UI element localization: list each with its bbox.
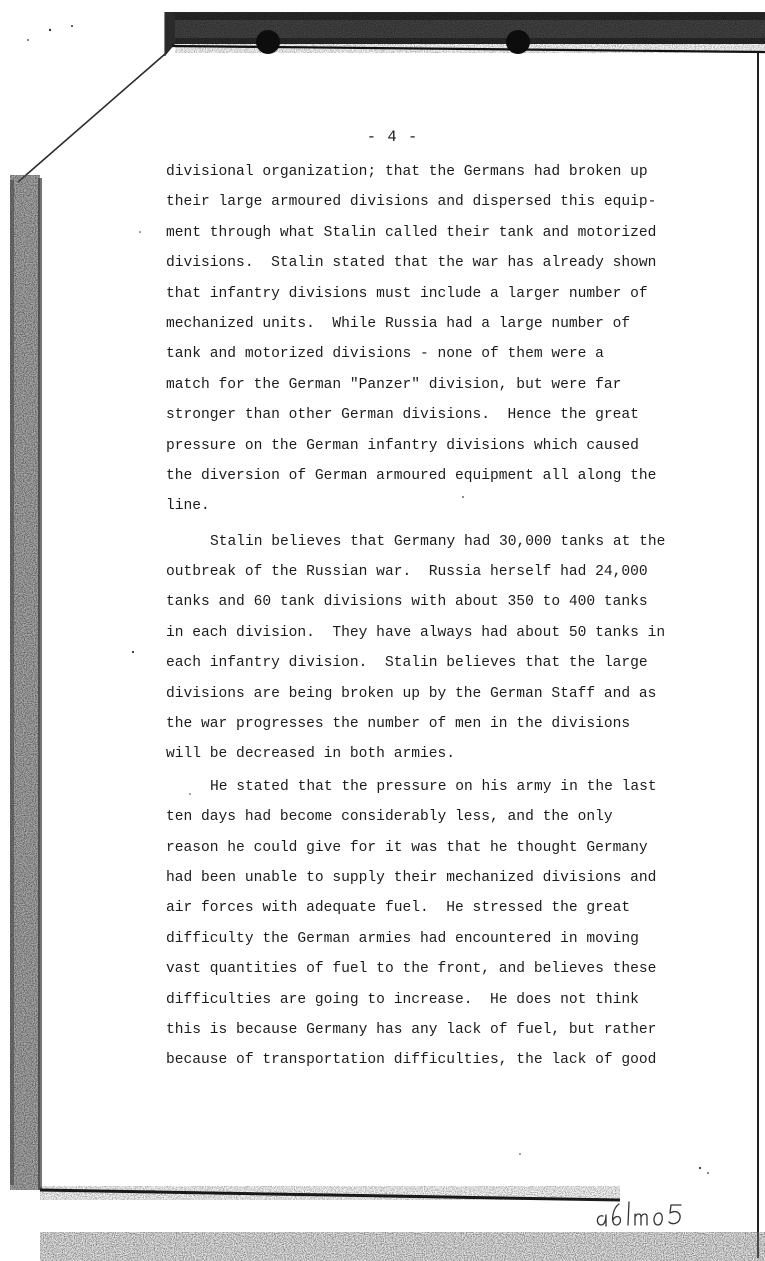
left-border [10,175,42,1190]
text-line: will be decreased in both armies. [166,746,456,763]
text-line: match for the German "Panzer" division, but were far [166,376,622,393]
text-line: each infantry division. Stalin believes that the large [166,655,648,672]
document-body [166,157,696,1076]
text-line: the diversion of German armoured equipment all along the [166,467,657,484]
text-line: reason he could give for it was that he thought Germany [166,839,648,856]
text-line: line. [166,498,210,515]
text-line: tanks and 60 tank divisions with about 350 to 400 tanks [166,594,648,611]
paragraph-3 [166,772,696,1076]
text-line: tank and motorized divisions - none of them were a [166,346,604,363]
text-line: stronger than other German divisions. Hence the great [166,407,639,424]
text-line: divisions. Stalin stated that the war has already shown [166,255,657,272]
text-line: Stalin believes that Germany had 30,000 tanks at the [210,533,666,550]
text-line: mechanized units. While Russia had a large number of [166,315,631,332]
text-line: divisional organization; that the Germans had broken up [166,164,648,180]
text-line: this is because Germany has any lack of fuel, but rather [166,1021,657,1038]
fold-line [18,54,165,182]
page-number: - 4 - [366,128,419,146]
text-line: vast quantities of fuel to the front, and believes these [166,961,657,978]
text-line: He stated that the pressure on his army in the last [210,778,657,795]
punch-hole-left [256,30,280,54]
text-line: difficulties are going to increase. He does not think [166,991,639,1008]
text-line: outbreak of the Russian war. Russia herself had 24,000 [166,564,648,581]
text-line: had been unable to supply their mechanized divisions and [166,869,657,886]
paragraph-1 [166,157,696,522]
punch-hole-right [506,30,530,54]
handwritten-note [593,1196,713,1230]
top-border [165,12,765,56]
text-line: ten days had become considerably less, and the only [166,809,613,826]
text-line: in each division. They have always had about 50 tanks in [166,624,666,641]
text-line: their large armoured divisions and dispersed this equip- [166,194,657,211]
text-line: divisions are being broken up by the German Staff and as [166,685,657,702]
text-line: difficulty the German armies had encountered in moving [166,930,639,947]
text-line: pressure on the German infantry divisions which caused [166,437,639,454]
text-line: that infantry divisions must include a larger number of [166,285,648,302]
text-line: the war progresses the number of men in the divisions [166,716,631,733]
text-line: because of transportation difficulties, the lack of good [166,1052,657,1069]
paragraph-2 [166,527,696,770]
text-line: air forces with adequate fuel. He stressed the great [166,900,631,917]
text-line: ment through what Stalin called their tank and motorized [166,224,657,241]
